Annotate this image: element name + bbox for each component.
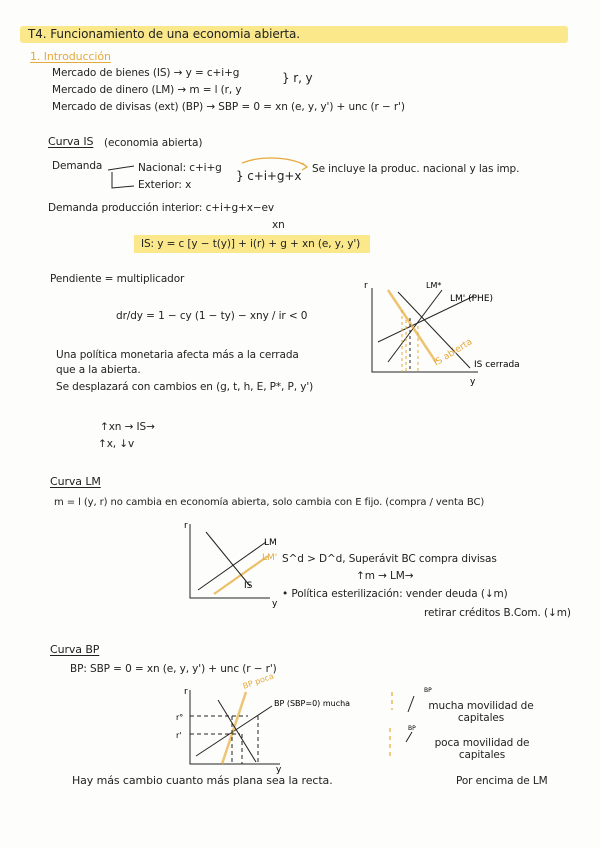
exterior-label: Exterior: x bbox=[138, 179, 192, 191]
demanda-note: Se incluye la produc. nacional y las imp. bbox=[312, 163, 520, 175]
intro-line-3: Mercado de divisas (ext) (BP) → SBP = 0 = xn (e, y, y') + unc (r − r') bbox=[52, 101, 405, 113]
bp-poca-line bbox=[222, 692, 246, 764]
is-graph-axes bbox=[372, 288, 478, 372]
derivative-formula: dr/dy = 1 − cy (1 − ty) − xny / ir < 0 bbox=[116, 310, 308, 322]
shift-line-1: ↑xn → IS→ bbox=[100, 421, 155, 433]
lm-graph-r: r bbox=[184, 521, 188, 531]
is-cerrada-line bbox=[398, 292, 470, 368]
demanda-produccion-interior: Demanda producción interior: c+i+g+x−ev bbox=[48, 202, 275, 214]
bp-second-line bbox=[218, 700, 256, 762]
lm-prime-line bbox=[214, 556, 268, 594]
is-graph-is-abierta: IS abierta bbox=[432, 337, 475, 369]
is-graph-r: r bbox=[364, 281, 368, 291]
bp-graph-bp-mucha: BP (SBP=0) mucha bbox=[274, 699, 351, 708]
pendiente-label: Pendiente = multiplicador bbox=[50, 273, 185, 285]
lm-arrow: ↑m → LM→ bbox=[356, 570, 414, 582]
is-abierta-line bbox=[388, 290, 436, 362]
lm-star-line bbox=[388, 290, 442, 362]
bp-graph-r1: r' bbox=[176, 731, 182, 740]
bp-graph-y: y bbox=[276, 765, 282, 775]
bp-legend-tag-2: BP bbox=[408, 725, 416, 732]
bp-legend-1: mucha movilidad de capitales bbox=[428, 700, 534, 725]
is-line bbox=[206, 532, 250, 586]
lm-graph-y: y bbox=[272, 599, 278, 609]
lm-retirar: retirar créditos B.Com. (↓m) bbox=[424, 607, 571, 619]
bp-heading: Curva BP bbox=[50, 643, 100, 656]
politica-line-2: que a la abierta. bbox=[56, 364, 141, 376]
politica-line-3: Se desplazará con cambios en (g, t, h, E, P*, P, y') bbox=[56, 381, 314, 393]
lm-graph-is: IS bbox=[244, 581, 253, 591]
lm-graph-lm2: LM' bbox=[262, 553, 278, 563]
nacional-label: Nacional: c+i+g bbox=[138, 162, 222, 174]
shift-line-2: ↑x, ↓v bbox=[98, 438, 135, 450]
lm-graph-axes bbox=[190, 524, 270, 598]
intro-brace-1: } r, y bbox=[282, 71, 313, 85]
lm-graph-lm: LM bbox=[264, 538, 277, 548]
demanda-label: Demanda bbox=[52, 160, 103, 172]
intro-line-1: Mercado de bienes (IS) → y = c+i+g bbox=[52, 67, 240, 79]
bp-mucha-line bbox=[196, 706, 272, 756]
bp-graph-r0: r° bbox=[176, 713, 184, 722]
bp-graph-axes bbox=[190, 690, 280, 764]
is-graph-is-cerrada: IS cerrada bbox=[474, 360, 520, 370]
is-heading-note: (economia abierta) bbox=[104, 137, 203, 149]
is-heading: Curva IS bbox=[48, 135, 94, 148]
politica-line-1: Una política monetaria afecta más a la cerrada bbox=[56, 349, 299, 361]
is-graph-y: y bbox=[470, 377, 476, 387]
bp-closing: Hay más cambio cuanto más plana sea la recta. bbox=[72, 774, 333, 787]
intro-line-2: Mercado de dinero (LM) → m = l (r, y bbox=[52, 84, 242, 96]
lm-line-1: m = l (y, r) no cambia en economía abierta, solo cambia con E fijo. (compra / venta BC) bbox=[54, 497, 485, 508]
bp-graph-bp-poca: BP poca bbox=[241, 671, 275, 691]
lm-heading: Curva LM bbox=[50, 475, 101, 488]
xn-label: xn bbox=[272, 219, 285, 231]
lm-phe-line bbox=[378, 296, 474, 342]
bp-legend-2: poca movilidad de capitales bbox=[434, 737, 530, 762]
is-graph-lm-phe: LM' (PHE) bbox=[450, 294, 494, 304]
lm-politica: • Política esterilización: vender deuda (↓m) bbox=[282, 588, 508, 600]
bp-legend-3: Por encima de LM bbox=[456, 775, 548, 787]
bp-legend-tag-1: BP bbox=[424, 687, 432, 694]
page-title: T4. Funcionamiento de una economia abierta. bbox=[28, 27, 301, 41]
intro-heading: 1. Introducción bbox=[30, 50, 111, 63]
demanda-sum: } c+i+g+x bbox=[236, 169, 302, 183]
bp-graph-r: r bbox=[184, 687, 188, 697]
bp-line-1: BP: SBP = 0 = xn (e, y, y') + unc (r − r') bbox=[70, 663, 277, 675]
is-formula: IS: y = c [y − t(y)] + i(r) + g + xn (e, y, y') bbox=[141, 238, 361, 250]
is-graph-lm-star: LM* bbox=[426, 281, 442, 290]
lm-superavit: S^d > D^d, Superávit BC compra divisas bbox=[282, 553, 497, 565]
lm-line bbox=[198, 542, 266, 590]
